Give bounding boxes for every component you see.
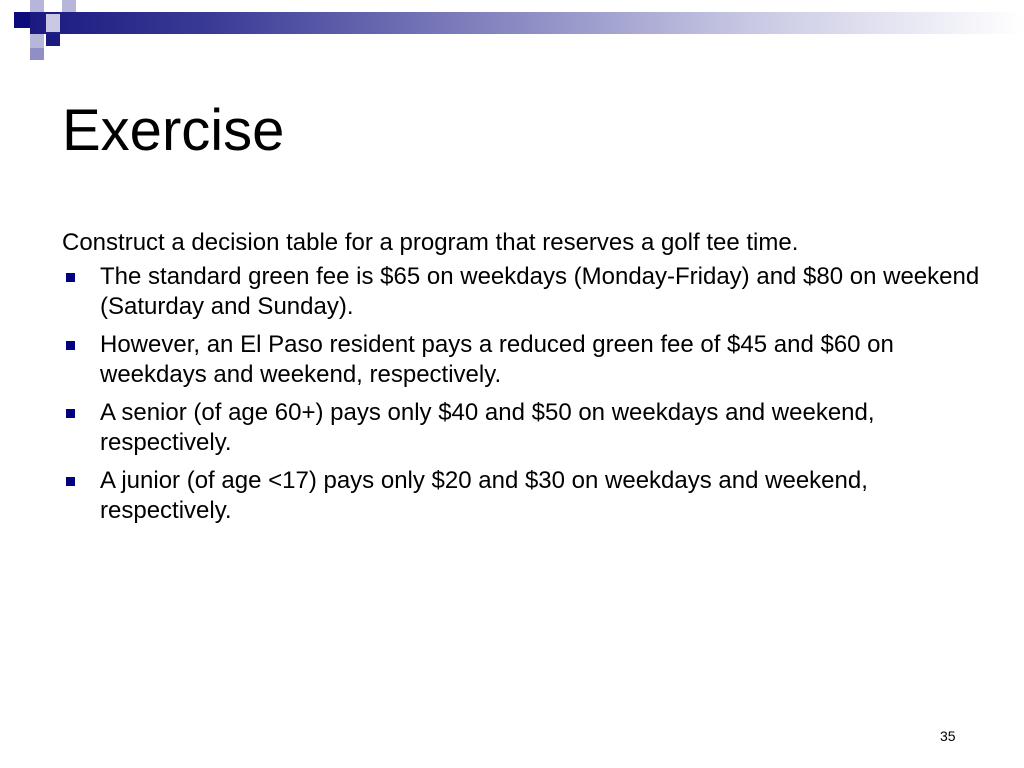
slide-body: [62, 228, 982, 534]
slide-title: Exercise: [62, 98, 285, 163]
bullet-item: [62, 330, 982, 390]
decor-square: [46, 14, 60, 32]
header-gradient-bar: [30, 12, 1024, 34]
page-number: 35: [940, 728, 956, 744]
bullet-item: [62, 466, 982, 526]
bullet-text: A senior (of age 60+) pays only $40 and $50 on weekdays and weekend, respectively.: [100, 399, 875, 456]
bullet-list: [62, 262, 982, 526]
bullet-text: The standard green fee is $65 on weekdays (Monday-Friday) and $80 on weekend (Saturday and Sunday).: [100, 263, 980, 320]
intro-text: Construct a decision table for a program that reserves a golf tee time.: [62, 229, 799, 256]
bullet-item: [62, 398, 982, 458]
square-bullet-icon: [66, 341, 75, 350]
square-bullet-icon: [66, 273, 75, 282]
decor-square: [30, 0, 44, 12]
decor-square: [30, 48, 44, 60]
bullet-text: However, an El Paso resident pays a reduced green fee of $45 and $60 on weekdays and weekend, respectively.: [100, 331, 894, 388]
decor-square: [46, 34, 60, 46]
square-bullet-icon: [66, 477, 75, 486]
bullet-item: [62, 262, 982, 322]
square-bullet-icon: [66, 409, 75, 418]
decor-square: [14, 12, 30, 28]
decor-square: [62, 0, 76, 12]
bullet-text: A junior (of age <17) pays only $20 and $30 on weekdays and weekend, respectively.: [100, 467, 868, 524]
decor-square: [30, 34, 44, 48]
